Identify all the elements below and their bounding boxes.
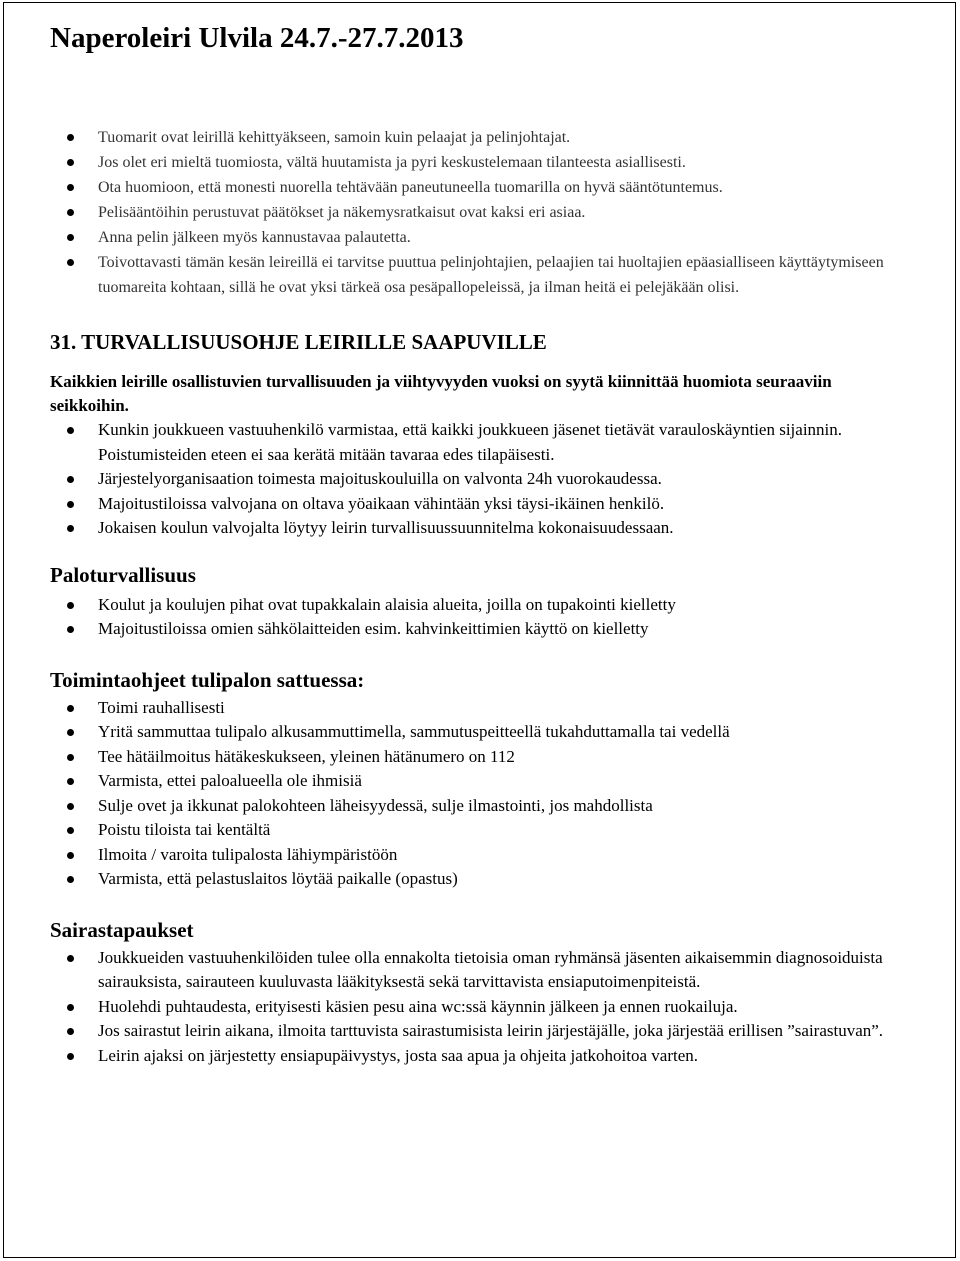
list-item: Jos olet eri mieltä tuomiosta, vältä huutamista ja pyri keskustelemaan tilanteesta asiallisesti. xyxy=(50,151,910,176)
safety-list xyxy=(50,418,910,541)
list-item: Pelisääntöihin perustuvat päätökset ja näkemysratkaisut ovat kaksi eri asiaa. xyxy=(50,201,910,226)
list-item: Leirin ajaksi on järjestetty ensiapupäivystys, josta saa apua ja ohjeita jatkohoitoa varten. xyxy=(50,1044,910,1069)
bullet-icon xyxy=(67,209,74,216)
bullet-icon xyxy=(67,778,74,785)
bullet-icon xyxy=(67,876,74,883)
fire-instructions-list xyxy=(50,696,910,892)
bullet-icon xyxy=(67,134,74,141)
bullet-icon xyxy=(67,501,74,508)
list-item: Sulje ovet ja ikkunat palokohteen läheisyydessä, sulje ilmastointi, jos mahdollista xyxy=(50,794,910,819)
list-item: Jos sairastut leirin aikana, ilmoita tarttuvista sairastumisista leirin järjestäjälle, joka järjestää erillisen ”sairastuvan”. xyxy=(50,1019,910,1044)
bullet-icon xyxy=(67,159,74,166)
bullet-icon xyxy=(67,705,74,712)
list-item: Järjestelyorganisaation toimesta majoituskouluilla on valvonta 24h vuorokaudessa. xyxy=(50,467,910,492)
bullet-icon xyxy=(67,234,74,241)
bullet-icon xyxy=(67,525,74,532)
list-item: Huolehdi puhtaudesta, erityisesti käsien pesu aina wc:ssä käynnin jälkeen ja ennen ruokailuja. xyxy=(50,995,910,1020)
bullet-icon xyxy=(67,259,74,266)
document-content xyxy=(50,126,910,1068)
page-title: Naperoleiri Ulvila 24.7.-27.7.2013 xyxy=(50,22,464,54)
list-item: Joukkueiden vastuuhenkilöiden tulee olla ennakolta tietoisia oman ryhmänsä jäsenten aikaisemmin diagnosoiduista sairauksista, sairauteen kuuluvasta lääkityksestä sekä tarvittavista ensiaputoimenpiteistä. xyxy=(50,946,910,995)
list-item: Majoitustiloissa omien sähkölaitteiden esim. kahvinkeittimien käyttö on kielletty xyxy=(50,617,910,642)
list-item: Tuomarit ovat leirillä kehittyäkseen, samoin kuin pelaajat ja pelinjohtajat. xyxy=(50,126,910,151)
bullet-icon xyxy=(67,729,74,736)
list-item: Ota huomioon, että monesti nuorella tehtävään paneutuneella tuomarilla on hyvä sääntötuntemus. xyxy=(50,176,910,201)
list-item: Ilmoita / varoita tulipalosta lähiympäristöön xyxy=(50,843,910,868)
bullet-icon xyxy=(67,1004,74,1011)
list-item: Toimi rauhallisesti xyxy=(50,696,910,721)
list-item: Anna pelin jälkeen myös kannustavaa palautetta. xyxy=(50,226,910,251)
list-item: Kunkin joukkueen vastuuhenkilö varmistaa, että kaikki joukkueen jäsenet tietävät varauloskäyntien sijainnin. Poistumisteiden eteen ei saa kerätä mitään tavaraa edes tilapäisesti. xyxy=(50,418,910,467)
bullet-icon xyxy=(67,852,74,859)
list-item: Jokaisen koulun valvojalta löytyy leirin turvallisuussuunnitelma kokonaisuudessaan. xyxy=(50,516,910,541)
fire-safety-list xyxy=(50,593,910,642)
list-item: Varmista, että pelastuslaitos löytää paikalle (opastus) xyxy=(50,867,910,892)
list-item: Poistu tiloista tai kentältä xyxy=(50,818,910,843)
list-item: Toivottavasti tämän kesän leireillä ei tarvitse puuttua pelinjohtajien, pelaajien tai huoltajien epäasialliseen käyttäytymiseen tuomareita kohtaan, sillä he ovat yksi tärkeä osa pesäpallopeleissä, ja ilman heitä ei pelejäkään olisi. xyxy=(50,251,910,300)
fire-safety-title: Paloturvallisuus xyxy=(50,562,196,587)
bullet-icon xyxy=(67,476,74,483)
bullet-icon xyxy=(67,754,74,761)
bullet-icon xyxy=(67,626,74,633)
bullet-icon xyxy=(67,803,74,810)
safety-section-title: 31. TURVALLISUUSOHJE LEIRILLE SAAPUVILLE xyxy=(50,330,547,355)
illness-list xyxy=(50,946,910,1069)
bullet-icon xyxy=(67,1028,74,1035)
fire-instructions-title: Toimintaohjeet tulipalon sattuessa: xyxy=(50,667,365,692)
referee-guidelines-list xyxy=(50,126,910,300)
bullet-icon xyxy=(67,955,74,962)
list-item: Yritä sammuttaa tulipalo alkusammuttimella, sammutuspeitteellä tukahduttamalla tai vedellä xyxy=(50,720,910,745)
bullet-icon xyxy=(67,827,74,834)
bullet-icon xyxy=(67,427,74,434)
list-item: Varmista, ettei paloalueella ole ihmisiä xyxy=(50,769,910,794)
list-item: Majoitustiloissa valvojana on oltava yöaikaan vähintään yksi täysi-ikäinen henkilö. xyxy=(50,492,910,517)
bullet-icon xyxy=(67,602,74,609)
bullet-icon xyxy=(67,184,74,191)
safety-lead: Kaikkien leirille osallistuvien turvallisuuden ja viihtyvyyden vuoksi on syytä kiinnittää huomiota seuraaviin seikkoihin. xyxy=(50,372,832,416)
illness-title: Sairastapaukset xyxy=(50,917,194,942)
bullet-icon xyxy=(67,1053,74,1060)
list-item: Koulut ja koulujen pihat ovat tupakkalain alaisia alueita, joilla on tupakointi kielletty xyxy=(50,593,910,618)
list-item: Tee hätäilmoitus hätäkeskukseen, yleinen hätänumero on 112 xyxy=(50,745,910,770)
